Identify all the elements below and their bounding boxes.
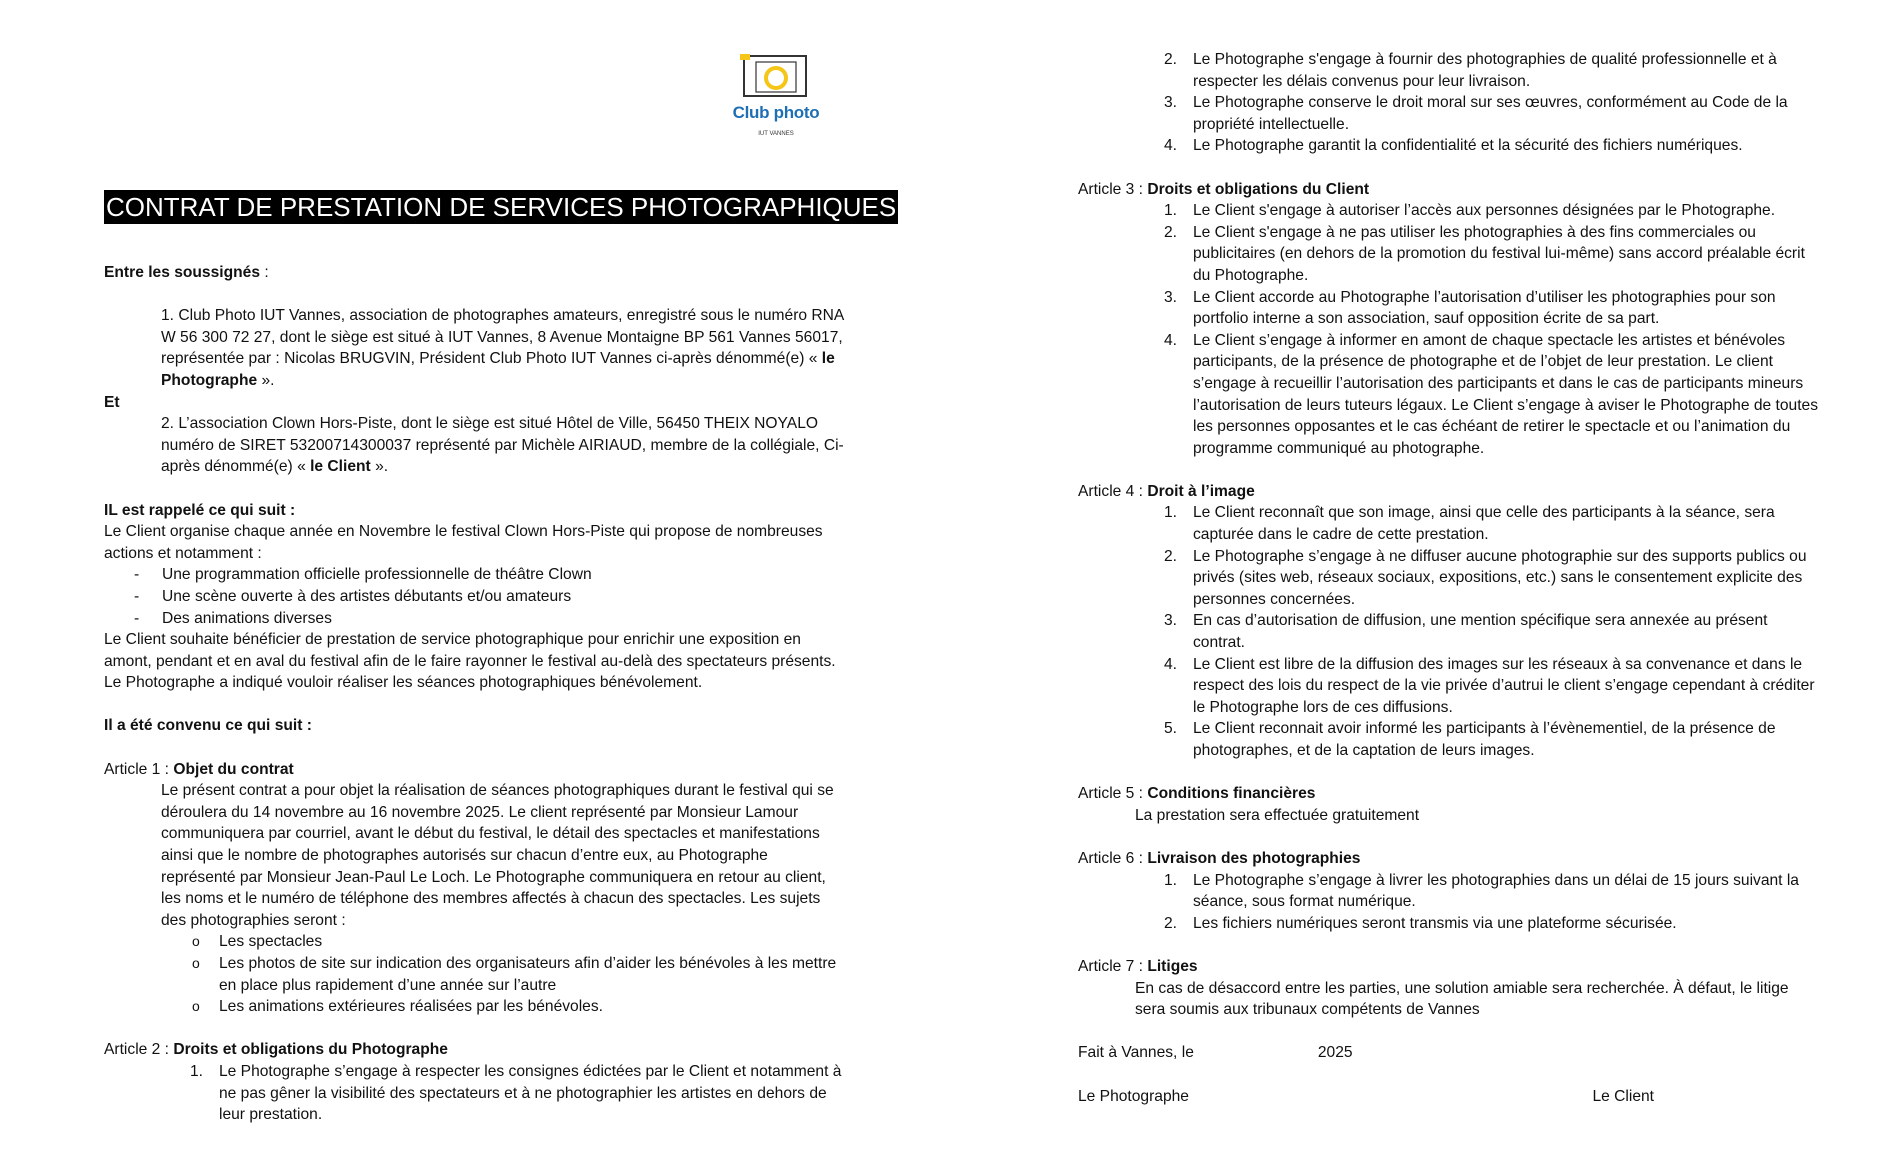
list-item: 4. Le Client s’engage à informer en amont de chaque spectacle les artistes et bénévoles participants, de la présence de photographe et de l’objet de leur prestation. Le client s’engage à recueillir l’autorisation des participants et dans le cas de participants mineurs l’autorisation de leurs tuteurs légaux. Le Client s’engage à aviser le Photographe de toutes les personnes opposantes et le cas échéant de retirer le spectacle et ou l’animation du programme communiqué au photographe. — [1164, 331, 1819, 457]
list-item: 5. Le Client reconnait avoir informé les participants à l’évènementiel, de la présence de photographes, et de la captation de leurs images. — [1164, 720, 1776, 759]
et-label: Et — [104, 393, 120, 411]
list-item: 3. En cas d’autorisation de diffusion, une mention spécifique sera annexée au présent contrat. — [1164, 612, 1768, 652]
article-1-body: Le présent contrat a pour objet la réalisation de séances photographiques durant le festival qui se déroulera du 14 novembre au 16 novembre 2025. Le client représenté par Monsieur Lamour communiquera par courriel, avant le début du festival, le détail des spectacles et manifestations ainsi que le nombre de photographes autorisés sur chacun d’entre eux, au Photographe représenté par Monsieur Jean-Paul Le Loch. Le Photographe communiquera en retour au client, les noms et le numéro de téléphone des membres affectés à chacun des spectacles. Les sujets des photographies seront : — [161, 782, 834, 929]
fait-line: Fait à Vannes, le 2025 — [1078, 1044, 1353, 1062]
article-7-body: En cas de désaccord entre les parties, une solution amiable sera recherchée. À défaut, le litige sera soumis aux tribunaux compétents de Vannes — [1135, 979, 1789, 1019]
list-item: - Des animations diverses — [104, 608, 844, 630]
list-item: o Les animations extérieures réalisées par les bénévoles. — [104, 996, 844, 1018]
article-3-list — [1078, 200, 1818, 459]
club-photo-logo — [726, 52, 826, 142]
party-1: 1. Club Photo IUT Vannes, association de photographes amateurs, enregistré sous le numéro RNA W 56 300 72 27, dont le siège est situé à IUT Vannes, 8 Avenue Montaigne BP 561 Vannes 56017, représentée par : Nicolas BRUGVIN, Président Club Photo IUT Vannes ci-après dénommé(e) « le Photographe ». — [161, 307, 844, 389]
entre-line: Entre les soussignés : — [104, 264, 269, 281]
list-item: 3. Le Photographe conserve le droit moral sur ses œuvres, conformément au Code de la propriété intellectuelle. — [1164, 94, 1788, 133]
list-item: 2. Le Photographe s'engage à fournir des photographies de qualité professionnelle et à respecter les délais convenus pour leur livraison. — [1164, 51, 1777, 90]
document-title: CONTRAT DE PRESTATION DE SERVICES PHOTOGRAPHIQUES — [106, 192, 897, 222]
list-item: - Une scène ouverte à des artistes débutants et/ou amateurs — [104, 586, 844, 608]
rappel-paragraph-2: Le Client souhaite bénéficier de prestation de service photographique pour enrichir une exposition en amont, pendant et en aval du festival afin de le faire rayonner le festival au-delà des spectateurs présents. — [104, 631, 836, 670]
article-6-list — [1078, 870, 1818, 935]
list-item: 2. Le Client s'engage à ne pas utiliser les photographies à des fins commerciales ou publicitaires (en dehors de la promotion du festival lui-même) sans accord préalable écrit du Photographe. — [1164, 223, 1805, 284]
signature-row — [1078, 1086, 1654, 1108]
article-7-heading: Article 7 : Litiges — [1078, 957, 1198, 975]
list-item: - Une programmation officielle professionnelle de théâtre Clown — [104, 564, 844, 586]
list-item: 4. Le Photographe garantit la confidentialité et la sécurité des fichiers numériques. — [1164, 137, 1743, 155]
article-1-heading: Article 1 : Objet du contrat — [104, 760, 294, 778]
list-item: o Les spectacles — [104, 931, 844, 953]
article-2-list — [104, 1061, 844, 1126]
camera-icon — [726, 52, 826, 102]
list-item: 1. Le Photographe s’engage à respecter les consignes édictées par le Client et notamment à ne pas gêner la visibilité des spectateurs et à ne photographier les artistes en dehors de leur prestation. — [190, 1062, 842, 1124]
rappel-intro: Le Client organise chaque année en Novembre le festival Clown Hors-Piste qui propose de nombreuses actions et notamment : — [104, 523, 823, 562]
signature-photographe: Le Photographe — [1078, 1087, 1189, 1105]
party-2: 2. L’association Clown Hors-Piste, dont le siège est situé Hôtel de Ville, 56450 THEIX NOYALO numéro de SIRET 53200714300037 représenté par Michèle AIRIAUD, membre de la collégiale, Ci-après dénommé(e) « le Client ». — [161, 415, 844, 476]
list-item: o Les photos de site sur indication des organisateurs afin d’aider les bénévoles à les mettre en place plus rapidement d’une année sur l’autre — [104, 953, 844, 996]
left-column — [104, 262, 844, 1126]
article-4-list — [1078, 502, 1818, 761]
logo-text: Club photo — [732, 103, 820, 122]
article-6-heading: Article 6 : Livraison des photographies — [1078, 849, 1361, 867]
logo-subtext: IUT VANNES — [758, 131, 794, 137]
rappel-list — [104, 564, 844, 629]
article-1-subjects — [104, 931, 844, 1017]
list-item: 4. Le Client est libre de la diffusion des images sur les réseaux à sa convenance et dans le respect des lois du respect de la vie privée d’autrui le client s’engage cependant à créditer le Photographe lors de ces diffusions. — [1164, 655, 1815, 716]
list-item: 1. Le Client reconnaît que son image, ainsi que celle des participants à la séance, sera capturée dans le cadre de cette prestation. — [1164, 504, 1775, 544]
rappel-paragraph-3: Le Photographe a indiqué vouloir réaliser les séances photographiques bénévolement. — [104, 674, 703, 692]
signature-client: Le Client — [1592, 1087, 1654, 1105]
list-item: 1. Le Client s'engage à autoriser l’accès aux personnes désignées par le Photographe. — [1164, 202, 1776, 220]
article-4-heading: Article 4 : Droit à l’image — [1078, 482, 1255, 500]
article-2-heading: Article 2 : Droits et obligations du Photographe — [104, 1041, 448, 1059]
article-5-body: La prestation sera effectuée gratuitement — [1135, 806, 1420, 824]
right-column — [1078, 49, 1818, 1107]
list-item: 3. Le Client accorde au Photographe l’autorisation d’utiliser les photographies pour son portfolio interne a son association, sauf opposition écrite de sa part. — [1164, 288, 1776, 328]
article-5-heading: Article 5 : Conditions financières — [1078, 785, 1316, 803]
convenu-heading: Il a été convenu ce qui suit : — [104, 717, 312, 735]
list-item: 2. Le Photographe s’engage à ne diffuser aucune photographie sur des supports publics ou privés (sites web, réseaux sociaux, expositions, etc.) sans le consentement explicite des personnes concernées. — [1164, 547, 1807, 608]
list-item: 1. Le Photographe s’engage à livrer les photographies dans un délai de 15 jours suivant la séance, sous format numérique. — [1164, 871, 1799, 911]
article-3-heading: Article 3 : Droits et obligations du Client — [1078, 180, 1370, 198]
article-2-list-continued — [1078, 49, 1818, 157]
list-item: 2. Les fichiers numériques seront transmis via une plateforme sécurisée. — [1164, 914, 1677, 932]
rappel-heading: IL est rappelé ce qui suit : — [104, 501, 296, 519]
